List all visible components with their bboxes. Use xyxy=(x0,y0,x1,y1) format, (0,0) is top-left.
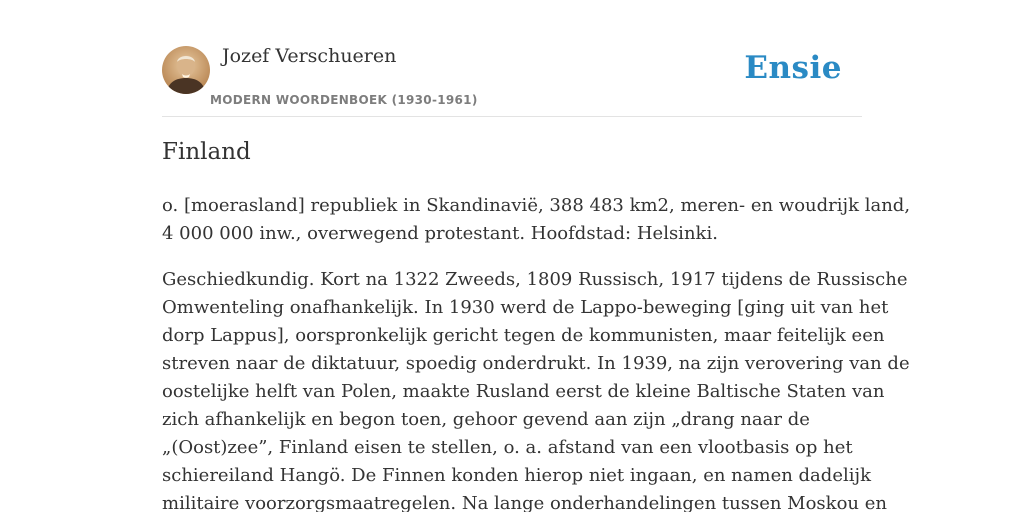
text-line: streven naar de diktatuur, spoedig onderdrukt. In 1939, na zijn verovering van de xyxy=(162,353,910,374)
text-line: schiereiland Hangö. De Finnen konden hierop niet ingaan, en namen dadelijk xyxy=(162,465,871,486)
text-line: Omwenteling onafhankelijk. In 1930 werd de Lappo-beweging [ging uit van het xyxy=(162,297,889,318)
text-line: dorp Lappus], oorspronkelijk gericht tegen de kommunisten, maar feitelijk een xyxy=(162,325,885,346)
text-line: o. [moerasland] republiek in Skandinavië, 388 483 km2, meren- en woudrijk land, xyxy=(162,195,911,216)
source-label[interactable]: MODERN WOORDENBOEK (1930-1961) xyxy=(210,93,478,107)
text-line: oostelijke helft van Polen, maakte Rusland eerst de kleine Baltische Staten van xyxy=(162,381,885,402)
author-portrait-icon xyxy=(162,46,210,94)
text-line: 4 000 000 inw., overwegend protestant. Hoofdstad: Helsinki. xyxy=(162,223,718,244)
text-line: zich afhankelijk en begon toen, gehoor gevend aan zijn „drang naar de xyxy=(162,409,810,430)
avatar[interactable] xyxy=(162,46,210,94)
text-line: Geschiedkundig. Kort na 1322 Zweeds, 1809 Russisch, 1917 tijdens de Russische xyxy=(162,269,908,290)
header xyxy=(162,40,862,117)
text-line: militaire voorzorgsmaatregelen. Na lange onderhandelingen tussen Moskou en xyxy=(162,493,887,512)
definition-paragraph xyxy=(162,192,911,248)
article-title: Finland xyxy=(162,139,251,165)
article-content xyxy=(162,192,911,512)
author-name[interactable]: Jozef Verschueren xyxy=(222,45,397,67)
text-line: „(Oost)zee”, Finland eisen te stellen, o. a. afstand van een vlootbasis op het xyxy=(162,437,853,458)
history-paragraph xyxy=(162,266,910,512)
site-logo[interactable]: Ensie xyxy=(744,50,842,86)
